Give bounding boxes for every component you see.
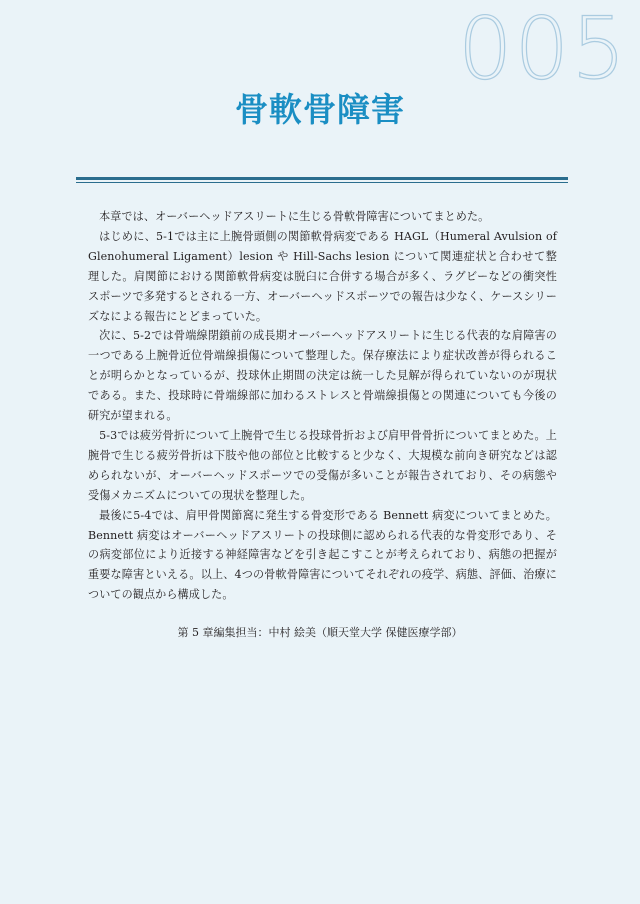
title-rule-thin xyxy=(76,182,568,183)
chapter-introduction xyxy=(88,207,557,605)
chapter-title: 骨軟骨障害 xyxy=(235,90,405,129)
intro-paragraph: 5-3では疲労骨折について上腕骨で生じる投球骨折および肩甲骨骨折についてまとめた。上腕骨で生じる疲労骨折は下肢や他の部位と比較すると少なく、大規模な前向き研究などは認められないが、オーバーヘッドスポーツでの受傷が多いことが報告されており、その病態や受傷メカニズムについての現状を整理した。 xyxy=(88,428,557,502)
editor-credit: 第 5 章編集担当：中村 絵美（順天堂大学 保健医療学部） xyxy=(177,626,463,639)
intro-paragraph: 次に、5-2では骨端線閉鎖前の成長期オーバーヘッドアスリートに生じる代表的な肩障害の一つである上腕骨近位骨端線損傷について整理した。保存療法により症状改善が得られることが明らかとなっているが、投球休止期間の決定は統一した見解が得られていないのが現状である。また、投球時に骨端線部に加わるストレスと骨端線損傷との関連についても今後の研究が望まれる。 xyxy=(88,329,557,423)
intro-paragraph: はじめに、5-1では主に上腕骨頭側の関節軟骨病変である HAGL（Humeral Avulsion of Glenohumeral Ligament）lesion や Hill-Sachs lesion について関連症状と合わせて整理した。肩関節における関節軟骨病変は脱臼に合併する場合が多く、ラグビーなどの衝突性スポーツで多発するとされる一方、オーバーヘッドスポーツでの報告は少なく、ケースシリーズなによる報告にとどまっていた。 xyxy=(88,229,557,323)
title-rule-thick xyxy=(76,177,568,180)
intro-paragraph: 本章では、オーバーヘッドアスリートに生じる骨軟骨障害についてまとめた。 xyxy=(99,210,490,223)
chapter-number: 005 xyxy=(457,0,628,99)
intro-paragraph: 最後に5-4では、肩甲骨関節窩に発生する骨変形である Bennett 病変についてまとめた。Bennett 病変はオーバーヘッドアスリートの投球側に認められる代表的な骨変形であり、その病変部位により近接する神経障害などを引き起こすことが考えられており、病態の把握が重要な障害といえる。以上、4つの骨軟骨障害についてそれぞれの疫学、病態、評価、治療についての観点から構成した。 xyxy=(88,508,557,602)
